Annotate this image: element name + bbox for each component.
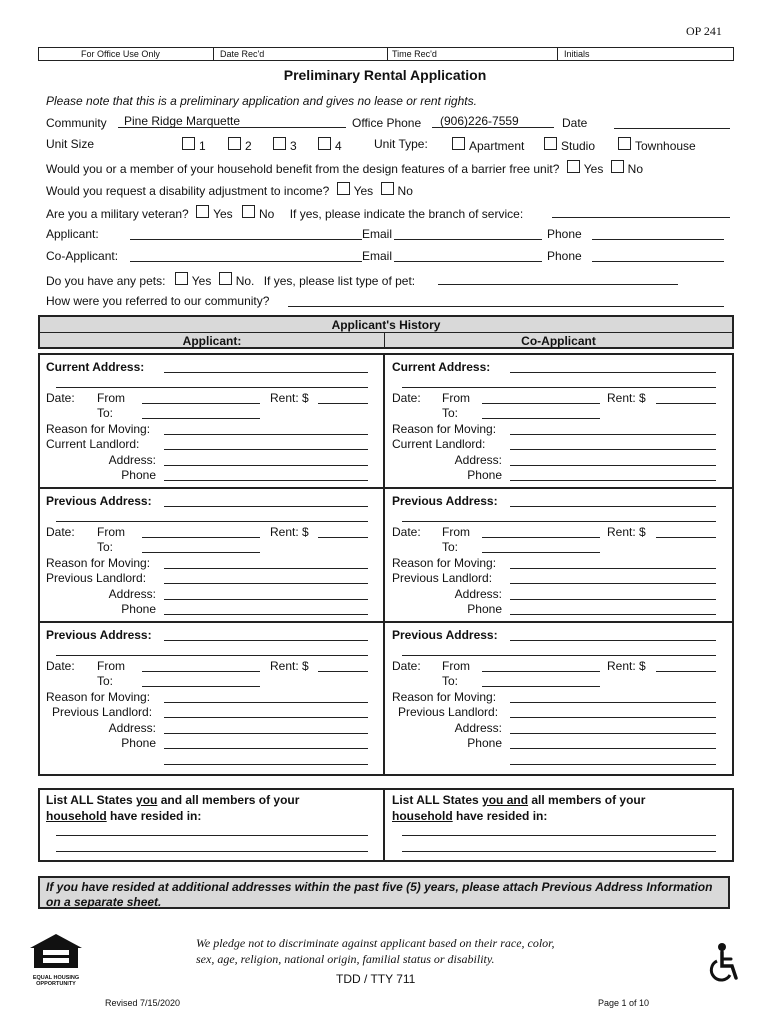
previous-address-field[interactable] xyxy=(164,506,368,507)
co-landlord-phone-label: Phone xyxy=(467,736,502,750)
previous-address-field[interactable] xyxy=(164,640,368,641)
co-date-label: Date: xyxy=(392,525,421,539)
co-landlord-phone-label: Phone xyxy=(467,468,502,482)
initials-field[interactable]: Initials xyxy=(557,48,734,60)
unit-type-studio[interactable]: Studio xyxy=(544,137,595,153)
from-field[interactable] xyxy=(142,537,260,538)
co-current-address-label: Current Address: xyxy=(392,360,491,374)
barrier-free-question: Would you or a member of your household benefit from the design features of a barrier free unit? Yes No xyxy=(46,162,644,176)
referred-field[interactable] xyxy=(288,306,724,307)
unit-size-4[interactable]: 4 xyxy=(318,137,342,153)
date-label: Date: xyxy=(46,391,75,405)
unit-size-label: Unit Size xyxy=(46,137,95,151)
reason-field[interactable] xyxy=(164,568,368,569)
co-reason-field[interactable] xyxy=(510,434,716,435)
co-landlord-address-field[interactable] xyxy=(510,465,716,466)
office-phone-line xyxy=(432,127,554,128)
tdd-number: TDD / TTY 711 xyxy=(336,972,416,986)
previous-address-line2[interactable] xyxy=(56,521,368,522)
co-to-label: To: xyxy=(442,406,459,420)
rent-field[interactable] xyxy=(318,537,368,538)
coapplicant-name-field[interactable] xyxy=(130,261,362,262)
co-from-field[interactable] xyxy=(482,671,600,672)
co-reason-label: Reason for Moving: xyxy=(392,556,497,570)
coapplicant-phone-field[interactable] xyxy=(592,261,724,262)
rent-label: Rent: $ xyxy=(270,525,309,539)
co-date-label: Date: xyxy=(392,659,421,673)
checkbox-icon[interactable] xyxy=(618,137,631,150)
equal-housing-logo xyxy=(26,932,86,987)
co-previous-address-line2[interactable] xyxy=(402,521,716,522)
rent-label: Rent: $ xyxy=(270,659,309,673)
co-to-field[interactable] xyxy=(482,686,600,687)
coapplicant-phone-label: Phone xyxy=(547,249,582,263)
landlord-address-label: Address: xyxy=(108,721,156,735)
states-applicant-prompt: List ALL States you and all members of your household have resided in: xyxy=(46,793,300,823)
landlord-phone-field[interactable] xyxy=(164,614,368,615)
checkbox-icon[interactable] xyxy=(273,137,286,150)
co-rent-field[interactable] xyxy=(656,403,716,404)
landlord-label: Current Landlord: xyxy=(46,437,140,451)
co-landlord-address-label: Address: xyxy=(454,453,502,467)
co-from-field[interactable] xyxy=(482,403,600,404)
office-phone-value[interactable]: (906)226-7559 xyxy=(440,114,519,128)
community-line xyxy=(118,127,346,128)
date-label: Date: xyxy=(46,659,75,673)
co-to-field[interactable] xyxy=(482,552,600,553)
from-label: From xyxy=(97,391,125,405)
states-applicant-line2[interactable] xyxy=(56,851,368,852)
office-use-label: For Office Use Only xyxy=(81,49,160,59)
checkbox-icon[interactable] xyxy=(381,182,394,195)
date-label: Date: xyxy=(46,525,75,539)
history-header xyxy=(38,315,734,349)
landlord-address-field[interactable] xyxy=(164,599,368,600)
co-landlord-address-field[interactable] xyxy=(510,599,716,600)
landlord-address-field[interactable] xyxy=(164,733,368,734)
co-from-label: From xyxy=(442,659,470,673)
to-label: To: xyxy=(97,674,114,688)
date-recd-field[interactable]: Date Rec'd xyxy=(213,48,390,60)
co-landlord-address-field[interactable] xyxy=(510,733,716,734)
veteran-question: Are you a military veteran? Yes No If yes, please indicate the branch of service: xyxy=(46,207,524,221)
landlord-phone-label: Phone xyxy=(121,602,156,616)
checkbox-icon[interactable] xyxy=(228,137,241,150)
co-from-field[interactable] xyxy=(482,537,600,538)
to-field[interactable] xyxy=(142,552,260,553)
reason-field[interactable] xyxy=(164,702,368,703)
unit-type-townhouse[interactable]: Townhouse xyxy=(618,137,696,153)
landlord-address-label: Address: xyxy=(108,587,156,601)
checkbox-icon[interactable] xyxy=(544,137,557,150)
co-reason-label: Reason for Moving: xyxy=(392,690,497,704)
preliminary-notice: Please note that this is a preliminary application and gives no lease or rent rights. xyxy=(46,94,477,108)
checkbox-icon[interactable] xyxy=(196,205,209,218)
co-rent-field[interactable] xyxy=(656,671,716,672)
checkbox-icon[interactable] xyxy=(242,205,255,218)
time-recd-field[interactable]: Time Rec'd xyxy=(387,48,558,60)
history-coapplicant-col: Co-Applicant xyxy=(521,334,596,348)
applicant-phone-label: Phone xyxy=(547,227,582,241)
landlord-field[interactable] xyxy=(164,449,368,450)
office-use-table xyxy=(38,47,734,61)
landlord-phone-field[interactable] xyxy=(164,748,368,749)
co-reason-field[interactable] xyxy=(510,702,716,703)
office-phone-label: Office Phone xyxy=(352,116,422,130)
co-previous-address-field[interactable] xyxy=(510,640,716,641)
pets-question: Do you have any pets: Yes No. If yes, please list type of pet: xyxy=(46,274,416,288)
co-landlord-label: Previous Landlord: xyxy=(398,705,499,719)
co-to-label: To: xyxy=(442,674,459,688)
co-rent-label: Rent: $ xyxy=(607,525,646,539)
community-label: Community xyxy=(46,116,107,130)
rent-field[interactable] xyxy=(318,403,368,404)
co-rent-field[interactable] xyxy=(656,537,716,538)
co-landlord-field[interactable] xyxy=(510,449,716,450)
disability-question: Would you request a disability adjustment to income? Yes No xyxy=(46,184,413,198)
to-label: To: xyxy=(97,406,114,420)
states-applicant-line1[interactable] xyxy=(56,835,368,836)
co-previous-address-label: Previous Address: xyxy=(392,628,498,642)
landlord-address-field[interactable] xyxy=(164,465,368,466)
checkbox-icon[interactable] xyxy=(611,160,624,173)
landlord-address-label: Address: xyxy=(108,453,156,467)
wheelchair-icon xyxy=(706,942,742,989)
history-title: Applicant's History xyxy=(331,318,441,332)
co-landlord-label: Previous Landlord: xyxy=(392,571,493,585)
previous-address-label: Previous Address: xyxy=(46,494,152,508)
current-address-field[interactable] xyxy=(164,372,368,373)
co-date-label: Date: xyxy=(392,391,421,405)
states-coapplicant-line2[interactable] xyxy=(402,851,716,852)
from-label: From xyxy=(97,525,125,539)
applicant-name-field[interactable] xyxy=(130,239,362,240)
co-to-field[interactable] xyxy=(482,418,600,419)
landlord-phone-label: Phone xyxy=(121,468,156,482)
equal-housing-text: EQUAL HOUSING OPPORTUNITY xyxy=(32,975,80,987)
landlord-label: Previous Landlord: xyxy=(52,705,153,719)
current-address-line2[interactable] xyxy=(56,387,368,388)
page-title: Preliminary Rental Application xyxy=(283,67,487,83)
co-landlord-extra-field[interactable] xyxy=(510,764,716,765)
co-landlord-field[interactable] xyxy=(510,583,716,584)
landlord-extra-field[interactable] xyxy=(164,764,368,765)
landlord-field[interactable] xyxy=(164,583,368,584)
unit-size-1[interactable]: 1 xyxy=(182,137,206,153)
co-to-label: To: xyxy=(442,540,459,554)
applicant-label: Applicant: xyxy=(46,227,99,241)
equal-housing-icon xyxy=(26,932,86,970)
co-reason-field[interactable] xyxy=(510,568,716,569)
unit-size-3[interactable]: 3 xyxy=(273,137,297,153)
co-previous-address-field[interactable] xyxy=(510,506,716,507)
from-field[interactable] xyxy=(142,403,260,404)
to-field[interactable] xyxy=(142,418,260,419)
coapplicant-email-field[interactable] xyxy=(394,261,542,262)
page-number: Page 1 of 10 xyxy=(598,998,650,1008)
co-landlord-phone-field[interactable] xyxy=(510,614,716,615)
co-rent-label: Rent: $ xyxy=(607,659,646,673)
pet-type-field[interactable] xyxy=(438,284,678,285)
landlord-label: Previous Landlord: xyxy=(46,571,147,585)
states-coapplicant-line1[interactable] xyxy=(402,835,716,836)
form-id: OP 241 xyxy=(686,24,722,38)
co-current-address-field[interactable] xyxy=(510,372,716,373)
reason-label: Reason for Moving: xyxy=(46,556,151,570)
unit-type-apartment[interactable]: Apartment xyxy=(452,137,524,153)
from-field[interactable] xyxy=(142,671,260,672)
revised-date: Revised 7/15/2020 xyxy=(105,998,181,1008)
history-divider xyxy=(383,353,385,774)
veteran-branch-field[interactable] xyxy=(552,217,730,218)
co-rent-label: Rent: $ xyxy=(607,391,646,405)
landlord-phone-field[interactable] xyxy=(164,480,368,481)
landlord-field[interactable] xyxy=(164,717,368,718)
co-landlord-label: Current Landlord: xyxy=(392,437,486,451)
states-coapplicant-prompt: List ALL States you and all members of your household have resided in: xyxy=(392,793,646,823)
previous-address-label: Previous Address: xyxy=(46,628,152,642)
co-from-label: From xyxy=(442,525,470,539)
date-field[interactable] xyxy=(614,128,730,129)
co-landlord-address-label: Address: xyxy=(454,721,502,735)
checkbox-icon[interactable] xyxy=(567,160,580,173)
co-previous-address-line2[interactable] xyxy=(402,655,716,656)
co-landlord-phone-field[interactable] xyxy=(510,748,716,749)
checkbox-icon[interactable] xyxy=(337,182,350,195)
co-reason-label: Reason for Moving: xyxy=(392,422,497,436)
to-label: To: xyxy=(97,540,114,554)
rent-field[interactable] xyxy=(318,671,368,672)
nondiscrimination-pledge: We pledge not to discriminate against applicant based on their race, color, sex, age, religion, national origin, familial status or disability. xyxy=(196,936,555,966)
rent-label: Rent: $ xyxy=(270,391,309,405)
date-label: Date xyxy=(562,116,588,130)
community-value[interactable]: Pine Ridge Marquette xyxy=(124,114,241,128)
applicant-email-label: Email xyxy=(362,227,393,241)
co-from-label: From xyxy=(442,391,470,405)
co-landlord-phone-label: Phone xyxy=(467,602,502,616)
referred-question: How were you referred to our community? xyxy=(46,294,270,308)
coapplicant-email-label: Email xyxy=(362,249,393,263)
to-field[interactable] xyxy=(142,686,260,687)
applicant-email-field[interactable] xyxy=(394,239,542,240)
reason-label: Reason for Moving: xyxy=(46,422,151,436)
unit-type-label: Unit Type: xyxy=(374,137,428,151)
landlord-phone-label: Phone xyxy=(121,736,156,750)
co-landlord-address-label: Address: xyxy=(454,587,502,601)
co-landlord-phone-field[interactable] xyxy=(510,480,716,481)
co-previous-address-label: Previous Address: xyxy=(392,494,498,508)
co-current-address-line2[interactable] xyxy=(402,387,716,388)
from-label: From xyxy=(97,659,125,673)
checkbox-icon[interactable] xyxy=(318,137,331,150)
history-applicant-col: Applicant: xyxy=(182,334,242,348)
co-landlord-field[interactable] xyxy=(510,717,716,718)
checkbox-icon[interactable] xyxy=(452,137,465,150)
reason-field[interactable] xyxy=(164,434,368,435)
coapplicant-label: Co-Applicant: xyxy=(46,249,119,263)
previous-address-line2[interactable] xyxy=(56,655,368,656)
additional-address-notice: If you have resided at additional addresses within the past five (5) years, please attach Previous Address Information on a separate sheet. xyxy=(38,876,730,909)
applicant-phone-field[interactable] xyxy=(592,239,724,240)
unit-size-2[interactable]: 2 xyxy=(228,137,252,153)
checkbox-icon[interactable] xyxy=(219,272,232,285)
checkbox-icon[interactable] xyxy=(182,137,195,150)
current-address-label: Current Address: xyxy=(46,360,145,374)
checkbox-icon[interactable] xyxy=(175,272,188,285)
reason-label: Reason for Moving: xyxy=(46,690,151,704)
